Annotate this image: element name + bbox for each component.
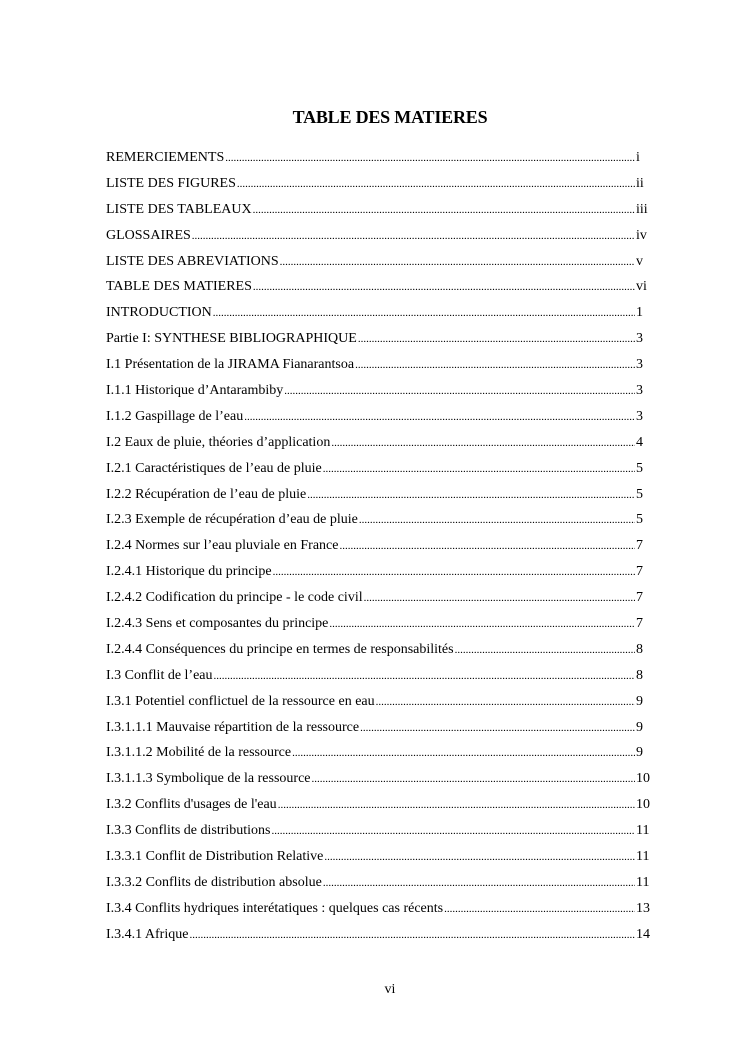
toc-entry-label: LISTE DES ABREVIATIONS [106, 253, 279, 269]
toc-dot-leader [292, 741, 635, 766]
toc-entry-page-number: ii [636, 175, 644, 191]
toc-dot-leader [278, 793, 635, 818]
toc-entry-label: I.3.1.1.2 Mobilité de la ressource [106, 745, 292, 761]
toc-entry-page-number: 11 [636, 874, 650, 890]
toc-entry-label: I.2.3 Exemple de récupération d’eau de pluie [106, 512, 358, 528]
toc-entry-page-number: iii [636, 201, 648, 217]
toc-entry[interactable] [106, 404, 654, 430]
toc-entry-label: I.3.4 Conflits hydriques interétatiques : quelques cas récents [106, 900, 444, 916]
toc-entry-page-number: 7 [636, 564, 643, 580]
toc-entry-label: TABLE DES MATIERES [106, 279, 252, 295]
toc-entry[interactable] [106, 637, 654, 663]
toc-dot-leader [253, 198, 635, 223]
toc-entry-page-number: 5 [636, 512, 643, 528]
toc-dot-leader [324, 845, 635, 870]
toc-entry-label: LISTE DES TABLEAUX [106, 201, 252, 217]
toc-entry-page-number: 8 [636, 641, 643, 657]
toc-entry-page-number: 7 [636, 590, 643, 606]
toc-entry-label: I.2.4.2 Codification du principe - le code civil [106, 590, 363, 606]
toc-entry-page-number: i [636, 150, 640, 165]
toc-entry-label: I.3.1 Potentiel conflictuel de la ressource en eau [106, 693, 375, 709]
toc-entry-label: I.1 Présentation de la JIRAMA Fianarantsoa [106, 357, 355, 373]
toc-entry-page-number: 4 [636, 434, 643, 450]
toc-dot-leader [444, 897, 635, 922]
toc-entry-page-number: v [636, 253, 643, 269]
toc-entry-page-number: 7 [636, 616, 643, 632]
toc-entry[interactable] [106, 171, 654, 197]
toc-entry-label: I.2.4 Normes sur l’eau pluviale en France [106, 538, 339, 554]
toc-entry[interactable] [106, 197, 654, 223]
toc-entry-label: GLOSSAIRES [106, 227, 191, 243]
toc-entry-page-number: 7 [636, 538, 643, 554]
toc-entry-label: I.2.4.1 Historique du principe [106, 564, 272, 580]
toc-entry[interactable] [106, 533, 654, 559]
toc-entry-label: I.2.4.4 Conséquences du principe en termes de responsabilités [106, 641, 454, 657]
toc-entry-label: LISTE DES FIGURES [106, 175, 236, 191]
toc-entry[interactable] [106, 223, 654, 249]
toc-entry-page-number: vi [636, 279, 647, 295]
toc-dot-leader [237, 172, 635, 197]
toc-entry-page-number: 10 [636, 797, 650, 813]
toc-entry-label: I.2 Eaux de pluie, théories d’application [106, 434, 331, 450]
toc-entry-label: I.2.4.3 Sens et composantes du principe [106, 616, 329, 632]
toc-entry-label: I.3.3.1 Conflit de Distribution Relative [106, 849, 324, 865]
toc-entry-page-number: 3 [636, 331, 643, 347]
toc-dot-leader [360, 716, 635, 741]
toc-dot-leader [355, 353, 635, 378]
toc-dot-leader [376, 690, 635, 715]
toc-dot-leader [189, 923, 635, 948]
toc-entry-page-number: 1 [636, 305, 643, 321]
toc-entry[interactable] [106, 792, 654, 818]
toc-entry-page-number: 10 [636, 771, 650, 787]
toc-entry-label: I.3 Conflit de l’eau [106, 667, 213, 683]
toc-entry-label: I.3.1.1.3 Symbolique de la ressource [106, 771, 311, 787]
toc-dot-leader [364, 586, 635, 611]
page-number: vi [384, 982, 396, 997]
toc-entry-label: I.3.1.1.1 Mauvaise répartition de la ressource [106, 719, 360, 735]
toc-entry-page-number: 13 [636, 900, 650, 916]
toc-entry[interactable] [106, 844, 654, 870]
toc-entry-label: I.1.2 Gaspillage de l’eau [106, 408, 244, 424]
toc-entry-page-number: 3 [636, 408, 643, 424]
toc-dot-leader [455, 638, 635, 663]
toc-entry[interactable] [106, 818, 654, 844]
toc-entry[interactable] [106, 430, 654, 456]
toc-dot-leader [213, 301, 635, 326]
toc-entry[interactable] [106, 870, 654, 896]
toc-dot-leader [329, 612, 635, 637]
toc-entry-page-number: 3 [636, 383, 643, 399]
toc-entry[interactable] [106, 378, 654, 404]
table-of-contents [106, 145, 654, 948]
toc-entry-page-number: 14 [636, 926, 650, 942]
toc-entry[interactable] [106, 352, 654, 378]
toc-dot-leader [358, 327, 635, 352]
page-title: TABLE DES MATIERES [292, 107, 488, 127]
toc-dot-leader [280, 250, 635, 275]
toc-entry[interactable] [106, 249, 654, 275]
toc-dot-leader [359, 508, 635, 533]
toc-entry[interactable] [106, 559, 654, 585]
toc-entry-page-number: 8 [636, 667, 643, 683]
toc-entry-label: I.3.2 Conflits d'usages de l'eau [106, 797, 277, 813]
toc-entry-label: I.2.1 Caractéristiques de l’eau de pluie [106, 460, 322, 476]
toc-entry[interactable] [106, 300, 654, 326]
toc-dot-leader [253, 275, 635, 300]
toc-dot-leader [307, 483, 635, 508]
toc-entry[interactable] [106, 689, 654, 715]
toc-entry-label: REMERCIEMENTS [106, 150, 225, 165]
toc-entry[interactable] [106, 663, 654, 689]
toc-entry[interactable] [106, 611, 654, 637]
toc-entry[interactable] [106, 507, 654, 533]
toc-entry[interactable] [106, 326, 654, 352]
toc-entry-label: I.2.2 Récupération de l’eau de pluie [106, 486, 307, 502]
toc-entry-page-number: 9 [636, 693, 643, 709]
toc-entry[interactable] [106, 585, 654, 611]
toc-dot-leader [192, 224, 635, 249]
toc-entry-label: I.3.3 Conflits de distributions [106, 823, 271, 839]
toc-entry-label: I.1.1 Historique d’Antarambiby [106, 383, 284, 399]
toc-entry[interactable] [106, 274, 654, 300]
toc-dot-leader [323, 457, 635, 482]
toc-entry[interactable] [106, 922, 654, 948]
toc-entry-label: I.3.4.1 Afrique [106, 926, 189, 942]
toc-dot-leader [312, 767, 635, 792]
toc-entry[interactable] [106, 766, 654, 792]
toc-dot-leader [272, 819, 636, 844]
toc-dot-leader [339, 534, 635, 559]
toc-entry-page-number: 9 [636, 745, 643, 761]
toc-dot-leader [284, 379, 635, 404]
toc-entry[interactable] [106, 740, 654, 766]
toc-entry[interactable] [106, 482, 654, 508]
toc-entry[interactable] [106, 145, 654, 171]
toc-entry-page-number: 5 [636, 486, 643, 502]
toc-entry[interactable] [106, 896, 654, 922]
toc-entry-page-number: 3 [636, 357, 643, 373]
toc-entry-label: I.3.3.2 Conflits de distribution absolue [106, 874, 322, 890]
toc-dot-leader [214, 664, 635, 689]
toc-entry-label: Partie I: SYNTHESE BIBLIOGRAPHIQUE [106, 331, 357, 347]
toc-entry[interactable] [106, 715, 654, 741]
toc-dot-leader [273, 560, 635, 585]
toc-dot-leader [331, 431, 635, 456]
toc-entry-page-number: 11 [636, 849, 650, 865]
toc-entry-label: INTRODUCTION [106, 305, 212, 321]
toc-entry[interactable] [106, 456, 654, 482]
toc-dot-leader [244, 405, 635, 430]
toc-entry-page-number: iv [636, 227, 647, 243]
toc-entry-page-number: 11 [636, 823, 650, 839]
toc-entry-page-number: 5 [636, 460, 643, 476]
toc-dot-leader [323, 871, 635, 896]
toc-dot-leader [225, 146, 635, 171]
toc-entry-page-number: 9 [636, 719, 643, 735]
